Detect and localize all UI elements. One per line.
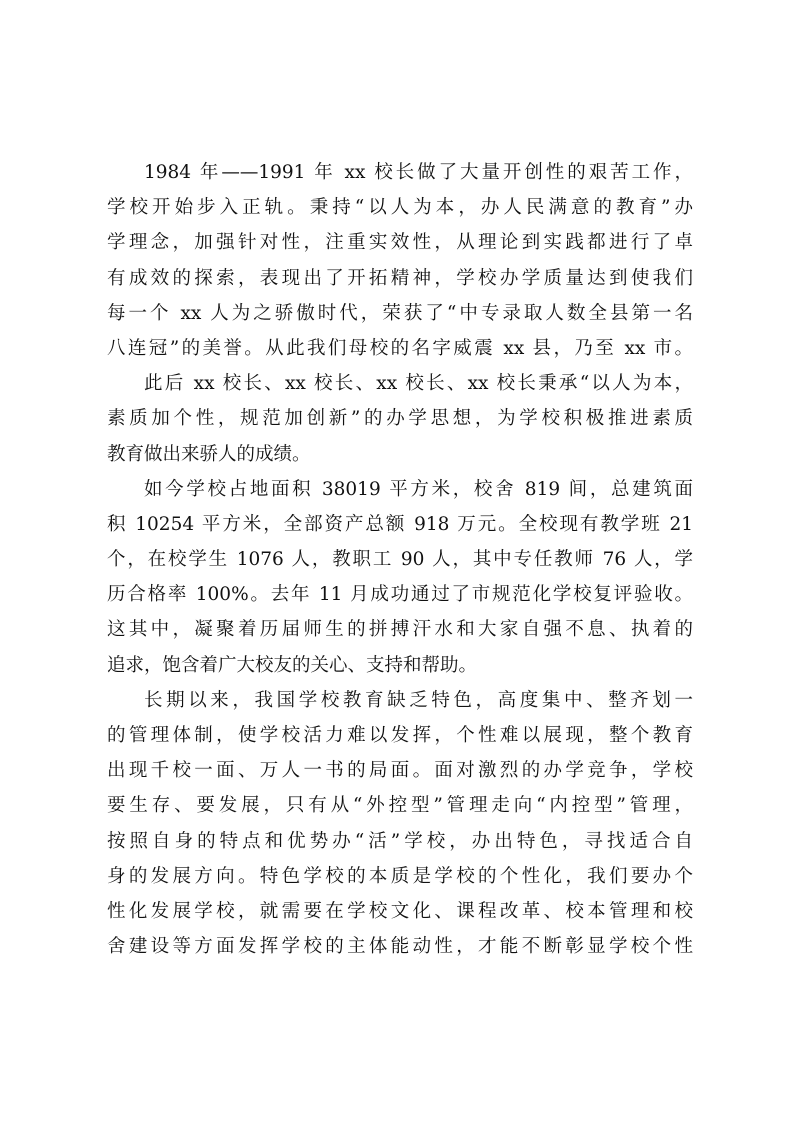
text-line: 有成效的探索，表现出了开拓精神，学校办学质量达到使我们 <box>107 267 693 289</box>
paragraph-1 <box>107 155 693 366</box>
text-line: 舍建设等方面发挥学校的主体能动性，才能不断彰显学校个性 <box>107 936 693 958</box>
paragraph-2 <box>107 366 693 472</box>
text-line: 每一个 xx 人为之骄傲时代，荣获了“中专录取人数全县第一名 <box>107 302 693 324</box>
text-line: 教育做出来骄人的成绩。 <box>107 443 311 465</box>
text-line: 积 10254 平方米，全部资产总额 918 万元。全校现有教学班 21 <box>107 513 693 535</box>
text-line: 历合格率 100%。去年 11 月成功通过了市规范化学校复评验收。 <box>107 584 693 606</box>
text-line: 学理念，加强针对性，注重实效性，从理论到实践都进行了卓 <box>107 232 693 254</box>
paragraph-4 <box>107 683 693 965</box>
paragraph-3 <box>107 472 693 683</box>
text-line: 性化发展学校，就需要在学校文化、课程改革、校本管理和校 <box>107 900 693 922</box>
text-line: 要生存、要发展，只有从“外控型”管理走向“内控型”管理， <box>107 795 693 817</box>
text-line: 的管理体制，使学校活力难以发挥，个性难以展现，整个教育 <box>107 725 693 746</box>
text-line: 按照自身的特点和优势办“活”学校，办出特色，寻找适合自 <box>107 830 693 852</box>
text-line: 这其中，凝聚着历届师生的拼搏汗水和大家自强不息、执着的 <box>107 619 693 641</box>
text-line: 追求，饱含着广大校友的关心、支持和帮助。 <box>107 654 478 676</box>
text-line: 八连冠”的美誉。从此我们母校的名字威震 xx 县，乃至 xx 市。 <box>107 337 693 359</box>
text-line: 素质加个性，规范加创新”的办学思想，为学校积极推进素质 <box>107 408 693 430</box>
text-line: 出现千校一面、万人一书的局面。面对激烈的办学竞争，学校 <box>107 760 693 782</box>
text-line: 此后 xx 校长、xx 校长、xx 校长、xx 校长秉承“以人为本， <box>144 373 693 395</box>
text-line: 如今学校占地面积 38019 平方米，校舍 819 间，总建筑面 <box>144 478 693 500</box>
text-line: 身的发展方向。特色学校的本质是学校的个性化，我们要办个 <box>107 865 693 887</box>
text-line: 1984 年——1991 年 xx 校长做了大量开创性的艰苦工作， <box>144 162 693 183</box>
document-body <box>107 155 693 964</box>
text-line: 学校开始步入正轨。秉持“以人为本，办人民满意的教育”办 <box>107 197 693 219</box>
text-line: 长期以来，我国学校教育缺乏特色，高度集中、整齐划一 <box>144 689 693 711</box>
text-line: 个，在校学生 1076 人，教职工 90 人，其中专任教师 76 人，学 <box>107 549 693 571</box>
